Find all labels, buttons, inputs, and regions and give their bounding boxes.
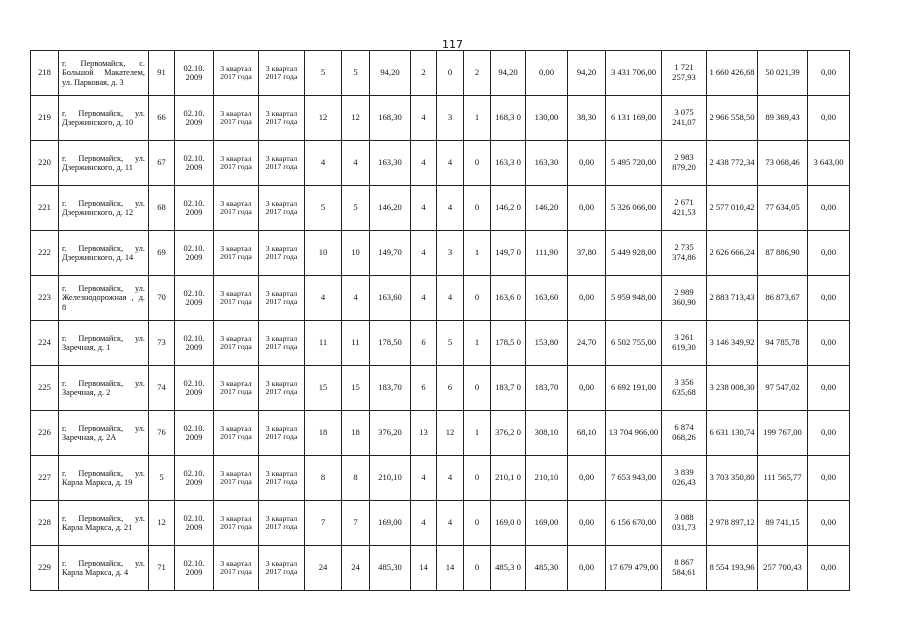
area-total-cell: 169,0 0 [491, 501, 526, 546]
premises-private-cell: 3 [437, 231, 464, 276]
area-municipal-cell: 0,00 [568, 546, 606, 591]
cost-total-cell: 6 131 169,00 [606, 96, 662, 141]
building-id-cell: 71 [149, 546, 175, 591]
cost-total-cell: 5 959 948,00 [606, 276, 662, 321]
area-municipal-cell: 0,00 [568, 456, 606, 501]
address-cell: г. Первомайск, ул. Карла Маркса, д. 19 [59, 456, 149, 501]
building-id-cell: 70 [149, 276, 175, 321]
premises-municipal-cell: 1 [464, 411, 491, 456]
area-private-cell: 163,60 [526, 276, 568, 321]
address-cell: г. Первомайск, с. Большой Макателем, ул. Парковая, д. 3 [59, 51, 149, 96]
area-total-cell: 163,3 0 [491, 141, 526, 186]
premises-total-cell: 4 [411, 96, 437, 141]
cost-total-cell: 5 449 928,00 [606, 231, 662, 276]
cost-fund-cell: 2 671 421,53 [662, 186, 707, 231]
premises-total-cell: 6 [411, 366, 437, 411]
premises-private-cell: 0 [437, 51, 464, 96]
premises-municipal-cell: 1 [464, 321, 491, 366]
cost-total-cell: 5 326 066,00 [606, 186, 662, 231]
cost-local-cell: 77 634,05 [758, 186, 808, 231]
cost-extra-cell: 0,00 [808, 186, 850, 231]
residents-count-cell: 15 [305, 366, 342, 411]
premises-total-cell: 6 [411, 321, 437, 366]
premises-municipal-cell: 0 [464, 366, 491, 411]
table-row [31, 276, 850, 321]
date-cell: 02.10. 2009 [175, 501, 214, 546]
premises-municipal-cell: 0 [464, 456, 491, 501]
area-total-cell: 163,6 0 [491, 276, 526, 321]
area-municipal-cell: 37,80 [568, 231, 606, 276]
premises-total-cell: 13 [411, 411, 437, 456]
premises-total-cell: 2 [411, 51, 437, 96]
cost-extra-cell: 0,00 [808, 411, 850, 456]
area-cell: 94,20 [370, 51, 411, 96]
building-id-cell: 76 [149, 411, 175, 456]
cost-fund-cell: 3 075 241,07 [662, 96, 707, 141]
cost-extra-cell: 0,00 [808, 96, 850, 141]
cost-extra-cell: 0,00 [808, 456, 850, 501]
date-cell: 02.10. 2009 [175, 141, 214, 186]
area-total-cell: 94,20 [491, 51, 526, 96]
cost-total-cell: 7 653 943,00 [606, 456, 662, 501]
planned-quarter-cell: 3 квартал 2017 года [214, 411, 259, 456]
cost-total-cell: 3 431 706,00 [606, 51, 662, 96]
cost-extra-cell: 0,00 [808, 366, 850, 411]
date-cell: 02.10. 2009 [175, 411, 214, 456]
cost-regional-cell: 3 703 350,80 [707, 456, 758, 501]
cost-regional-cell: 2 978 897,12 [707, 501, 758, 546]
row-number-cell: 229 [31, 546, 59, 591]
row-number-cell: 226 [31, 411, 59, 456]
cost-regional-cell: 2 966 558,50 [707, 96, 758, 141]
planned-quarter-cell: 3 квартал 2017 года [214, 321, 259, 366]
cost-regional-cell: 2 577 010,42 [707, 186, 758, 231]
row-number-cell: 224 [31, 321, 59, 366]
planned-quarter-cell: 3 квартал 2017 года [214, 546, 259, 591]
resettled-count-cell: 10 [342, 231, 370, 276]
residents-count-cell: 5 [305, 186, 342, 231]
residents-count-cell: 4 [305, 276, 342, 321]
cost-regional-cell: 2 883 713,43 [707, 276, 758, 321]
date-cell: 02.10. 2009 [175, 456, 214, 501]
address-cell: г. Первомайск, ул. Заречная, д. 1 [59, 321, 149, 366]
cost-regional-cell: 2 438 772,34 [707, 141, 758, 186]
cost-fund-cell: 8 867 584,61 [662, 546, 707, 591]
residents-count-cell: 24 [305, 546, 342, 591]
address-cell: г. Первомайск, ул. Карла Маркса, д. 4 [59, 546, 149, 591]
completion-quarter-cell: 3 квартал 2017 года [259, 141, 305, 186]
premises-total-cell: 14 [411, 546, 437, 591]
cost-regional-cell: 3 238 008,30 [707, 366, 758, 411]
premises-private-cell: 4 [437, 501, 464, 546]
row-number-cell: 218 [31, 51, 59, 96]
cost-local-cell: 89 369,43 [758, 96, 808, 141]
premises-total-cell: 4 [411, 186, 437, 231]
area-cell: 169,00 [370, 501, 411, 546]
area-private-cell: 169,00 [526, 501, 568, 546]
area-private-cell: 0,00 [526, 51, 568, 96]
cost-local-cell: 111 565,77 [758, 456, 808, 501]
building-id-cell: 73 [149, 321, 175, 366]
cost-fund-cell: 2 989 360,90 [662, 276, 707, 321]
date-cell: 02.10. 2009 [175, 51, 214, 96]
resettled-count-cell: 4 [342, 276, 370, 321]
cost-local-cell: 97 547,02 [758, 366, 808, 411]
area-total-cell: 210,1 0 [491, 456, 526, 501]
building-id-cell: 5 [149, 456, 175, 501]
table-row [31, 411, 850, 456]
cost-regional-cell: 3 146 349,92 [707, 321, 758, 366]
completion-quarter-cell: 3 квартал 2017 года [259, 411, 305, 456]
cost-total-cell: 17 679 479,00 [606, 546, 662, 591]
premises-total-cell: 4 [411, 501, 437, 546]
premises-private-cell: 4 [437, 141, 464, 186]
premises-total-cell: 4 [411, 276, 437, 321]
building-id-cell: 67 [149, 141, 175, 186]
area-total-cell: 178,5 0 [491, 321, 526, 366]
table-row [31, 366, 850, 411]
table-row [31, 51, 850, 96]
resettled-count-cell: 18 [342, 411, 370, 456]
address-cell: г. Первомайск, ул. Дзержинского, д. 11 [59, 141, 149, 186]
residents-count-cell: 7 [305, 501, 342, 546]
premises-private-cell: 4 [437, 276, 464, 321]
area-cell: 376,20 [370, 411, 411, 456]
premises-private-cell: 14 [437, 546, 464, 591]
row-number-cell: 225 [31, 366, 59, 411]
area-private-cell: 130,00 [526, 96, 568, 141]
premises-private-cell: 4 [437, 186, 464, 231]
row-number-cell: 222 [31, 231, 59, 276]
cost-local-cell: 50 021,39 [758, 51, 808, 96]
table-row [31, 501, 850, 546]
building-id-cell: 69 [149, 231, 175, 276]
row-number-cell: 223 [31, 276, 59, 321]
building-id-cell: 12 [149, 501, 175, 546]
residents-count-cell: 4 [305, 141, 342, 186]
cost-total-cell: 13 704 966,00 [606, 411, 662, 456]
premises-municipal-cell: 0 [464, 501, 491, 546]
premises-private-cell: 6 [437, 366, 464, 411]
date-cell: 02.10. 2009 [175, 276, 214, 321]
area-total-cell: 168,3 0 [491, 96, 526, 141]
area-cell: 485,30 [370, 546, 411, 591]
residents-count-cell: 11 [305, 321, 342, 366]
cost-fund-cell: 1 721 257,93 [662, 51, 707, 96]
cost-local-cell: 89 741,15 [758, 501, 808, 546]
table-row [31, 186, 850, 231]
address-cell: г. Первомайск, ул. Дзержинского, д. 10 [59, 96, 149, 141]
premises-private-cell: 5 [437, 321, 464, 366]
address-cell: г. Первомайск, ул. Карла Маркса, д. 21 [59, 501, 149, 546]
residents-count-cell: 10 [305, 231, 342, 276]
resettled-count-cell: 12 [342, 96, 370, 141]
completion-quarter-cell: 3 квартал 2017 года [259, 96, 305, 141]
resettled-count-cell: 8 [342, 456, 370, 501]
cost-local-cell: 199 767,00 [758, 411, 808, 456]
cost-extra-cell: 3 643,00 [808, 141, 850, 186]
row-number-cell: 219 [31, 96, 59, 141]
table-row [31, 546, 850, 591]
cost-fund-cell: 3 261 619,30 [662, 321, 707, 366]
date-cell: 02.10. 2009 [175, 231, 214, 276]
area-private-cell: 183,70 [526, 366, 568, 411]
premises-municipal-cell: 0 [464, 546, 491, 591]
premises-municipal-cell: 1 [464, 231, 491, 276]
table-row [31, 456, 850, 501]
address-cell: г. Первомайск, ул. Дзержинского, д. 14 [59, 231, 149, 276]
cost-fund-cell: 6 874 068,26 [662, 411, 707, 456]
cost-total-cell: 6 502 755,00 [606, 321, 662, 366]
area-municipal-cell: 38,30 [568, 96, 606, 141]
residents-count-cell: 8 [305, 456, 342, 501]
address-cell: г. Первомайск, ул. Заречная, д. 2А [59, 411, 149, 456]
address-cell: г. Первомайск, ул. Железнодорожная , д. 8 [59, 276, 149, 321]
premises-total-cell: 4 [411, 141, 437, 186]
cost-total-cell: 6 692 191,00 [606, 366, 662, 411]
area-cell: 183,70 [370, 366, 411, 411]
residents-count-cell: 18 [305, 411, 342, 456]
row-number-cell: 221 [31, 186, 59, 231]
area-municipal-cell: 0,00 [568, 141, 606, 186]
area-private-cell: 153,80 [526, 321, 568, 366]
cost-extra-cell: 0,00 [808, 546, 850, 591]
completion-quarter-cell: 3 квартал 2017 года [259, 546, 305, 591]
completion-quarter-cell: 3 квартал 2017 года [259, 366, 305, 411]
planned-quarter-cell: 3 квартал 2017 года [214, 141, 259, 186]
resettled-count-cell: 4 [342, 141, 370, 186]
date-cell: 02.10. 2009 [175, 546, 214, 591]
date-cell: 02.10. 2009 [175, 321, 214, 366]
completion-quarter-cell: 3 квартал 2017 года [259, 231, 305, 276]
premises-municipal-cell: 0 [464, 276, 491, 321]
building-id-cell: 74 [149, 366, 175, 411]
area-cell: 149,70 [370, 231, 411, 276]
completion-quarter-cell: 3 квартал 2017 года [259, 321, 305, 366]
area-private-cell: 146,20 [526, 186, 568, 231]
row-number-cell: 228 [31, 501, 59, 546]
area-total-cell: 149,7 0 [491, 231, 526, 276]
area-municipal-cell: 24,70 [568, 321, 606, 366]
row-number-cell: 220 [31, 141, 59, 186]
cost-regional-cell: 8 554 193,96 [707, 546, 758, 591]
completion-quarter-cell: 3 квартал 2017 года [259, 51, 305, 96]
resettled-count-cell: 5 [342, 186, 370, 231]
planned-quarter-cell: 3 квартал 2017 года [214, 186, 259, 231]
planned-quarter-cell: 3 квартал 2017 года [214, 456, 259, 501]
area-cell: 163,30 [370, 141, 411, 186]
residents-count-cell: 12 [305, 96, 342, 141]
area-municipal-cell: 94,20 [568, 51, 606, 96]
premises-municipal-cell: 0 [464, 186, 491, 231]
premises-municipal-cell: 1 [464, 96, 491, 141]
address-cell: г. Первомайск, ул. Дзержинского, д. 12 [59, 186, 149, 231]
cost-extra-cell: 0,00 [808, 501, 850, 546]
date-cell: 02.10. 2009 [175, 96, 214, 141]
table-row [31, 321, 850, 366]
date-cell: 02.10. 2009 [175, 186, 214, 231]
area-municipal-cell: 68,10 [568, 411, 606, 456]
area-cell: 178,50 [370, 321, 411, 366]
resettled-count-cell: 15 [342, 366, 370, 411]
cost-fund-cell: 2 735 374,86 [662, 231, 707, 276]
premises-private-cell: 4 [437, 456, 464, 501]
page-number: 117 [442, 38, 463, 51]
completion-quarter-cell: 3 квартал 2017 года [259, 186, 305, 231]
area-private-cell: 308,10 [526, 411, 568, 456]
cost-extra-cell: 0,00 [808, 276, 850, 321]
completion-quarter-cell: 3 квартал 2017 года [259, 501, 305, 546]
cost-regional-cell: 6 631 130,74 [707, 411, 758, 456]
completion-quarter-cell: 3 квартал 2017 года [259, 276, 305, 321]
premises-total-cell: 4 [411, 231, 437, 276]
planned-quarter-cell: 3 квартал 2017 года [214, 276, 259, 321]
area-private-cell: 163,30 [526, 141, 568, 186]
cost-local-cell: 257 700,43 [758, 546, 808, 591]
cost-extra-cell: 0,00 [808, 321, 850, 366]
planned-quarter-cell: 3 квартал 2017 года [214, 231, 259, 276]
premises-private-cell: 3 [437, 96, 464, 141]
premises-municipal-cell: 0 [464, 141, 491, 186]
premises-private-cell: 12 [437, 411, 464, 456]
resettled-count-cell: 7 [342, 501, 370, 546]
building-id-cell: 68 [149, 186, 175, 231]
area-cell: 210,10 [370, 456, 411, 501]
building-id-cell: 91 [149, 51, 175, 96]
cost-extra-cell: 0,00 [808, 51, 850, 96]
area-private-cell: 111,90 [526, 231, 568, 276]
cost-fund-cell: 3 356 635,68 [662, 366, 707, 411]
residents-count-cell: 5 [305, 51, 342, 96]
table-row [31, 96, 850, 141]
area-cell: 168,30 [370, 96, 411, 141]
resettled-count-cell: 24 [342, 546, 370, 591]
area-municipal-cell: 0,00 [568, 276, 606, 321]
area-municipal-cell: 0,00 [568, 186, 606, 231]
table-row [31, 231, 850, 276]
planned-quarter-cell: 3 квартал 2017 года [214, 501, 259, 546]
completion-quarter-cell: 3 квартал 2017 года [259, 456, 305, 501]
cost-total-cell: 6 156 670,00 [606, 501, 662, 546]
area-private-cell: 210,10 [526, 456, 568, 501]
housing-table [30, 50, 850, 591]
cost-fund-cell: 2 983 879,20 [662, 141, 707, 186]
planned-quarter-cell: 3 квартал 2017 года [214, 366, 259, 411]
cost-regional-cell: 1 660 426,68 [707, 51, 758, 96]
area-municipal-cell: 0,00 [568, 366, 606, 411]
cost-local-cell: 87 886,90 [758, 231, 808, 276]
planned-quarter-cell: 3 квартал 2017 года [214, 96, 259, 141]
area-total-cell: 146,2 0 [491, 186, 526, 231]
cost-local-cell: 94 785,78 [758, 321, 808, 366]
cost-local-cell: 73 068,46 [758, 141, 808, 186]
area-total-cell: 183,7 0 [491, 366, 526, 411]
cost-fund-cell: 3 088 031,73 [662, 501, 707, 546]
row-number-cell: 227 [31, 456, 59, 501]
table-row [31, 141, 850, 186]
premises-total-cell: 4 [411, 456, 437, 501]
resettled-count-cell: 11 [342, 321, 370, 366]
area-municipal-cell: 0,00 [568, 501, 606, 546]
resettled-count-cell: 5 [342, 51, 370, 96]
cost-extra-cell: 0,00 [808, 231, 850, 276]
cost-local-cell: 86 873,67 [758, 276, 808, 321]
cost-fund-cell: 3 839 026,43 [662, 456, 707, 501]
planned-quarter-cell: 3 квартал 2017 года [214, 51, 259, 96]
premises-municipal-cell: 2 [464, 51, 491, 96]
cost-regional-cell: 2 626 666,24 [707, 231, 758, 276]
area-cell: 146,20 [370, 186, 411, 231]
building-id-cell: 66 [149, 96, 175, 141]
cost-total-cell: 5 495 720,00 [606, 141, 662, 186]
date-cell: 02.10. 2009 [175, 366, 214, 411]
area-private-cell: 485,30 [526, 546, 568, 591]
area-total-cell: 376,2 0 [491, 411, 526, 456]
area-total-cell: 485,3 0 [491, 546, 526, 591]
area-cell: 163,60 [370, 276, 411, 321]
address-cell: г. Первомайск, ул. Заречная, д. 2 [59, 366, 149, 411]
